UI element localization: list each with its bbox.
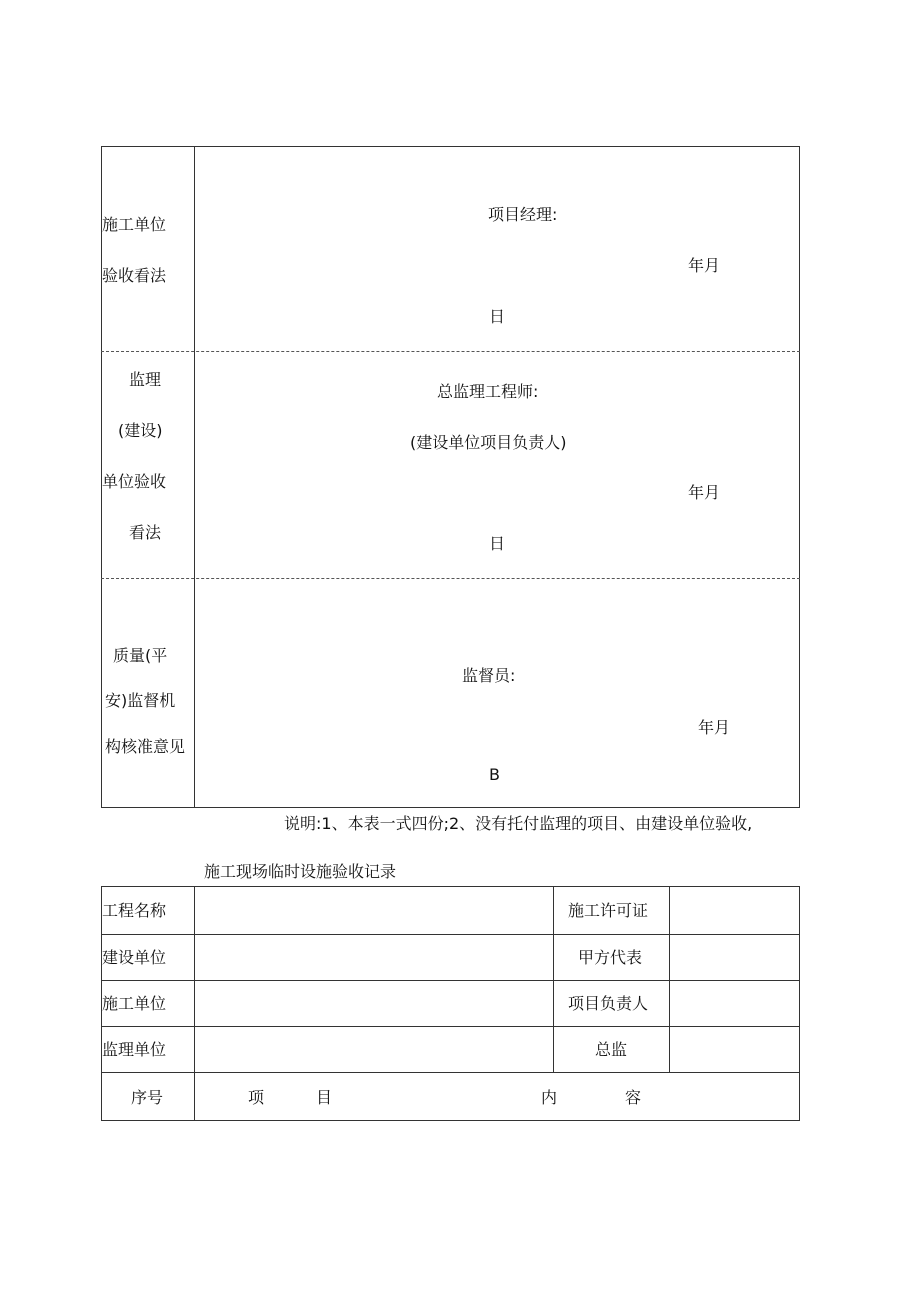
acceptance-table [101, 146, 800, 808]
inspector-signature-label: 监督员: [462, 666, 516, 685]
date-year-month: 年月 [698, 718, 731, 737]
supervision-unit-label: 监理 [129, 370, 162, 389]
item-header: 项 [248, 1088, 265, 1107]
construction-unit-label: 施工单位 [102, 215, 167, 234]
record-row-line [101, 934, 800, 935]
record-row-line [101, 1072, 800, 1073]
record-title: 施工现场临时设施验收记录 [204, 862, 397, 881]
date-day: 日 [489, 307, 506, 326]
table-note: 说明:1、本表一式四份;2、没有托付监理的项目、由建设单位验收, [284, 814, 753, 833]
construction-permit-label: 施工许可证 [568, 901, 649, 920]
record-row-line [101, 1026, 800, 1027]
seq-header: 序号 [131, 1088, 164, 1107]
quality-agency-label: 安)监督机 [105, 691, 176, 710]
row-separator [101, 351, 800, 352]
owner-representative-label: 甲方代表 [578, 948, 643, 967]
content-header: 容 [625, 1088, 642, 1107]
date-day: B [489, 765, 500, 784]
record-col-line [194, 886, 195, 1121]
quality-agency-label: 构核准意见 [105, 737, 186, 756]
row-separator [101, 578, 800, 579]
supervision-unit-label: 监理单位 [102, 1040, 167, 1059]
owner-unit-label: 建设单位 [102, 948, 167, 967]
date-day: 日 [489, 534, 506, 553]
record-row-line [101, 980, 800, 981]
record-table [101, 886, 800, 1121]
quality-agency-label: 质量(平 [113, 646, 168, 665]
chief-supervisor-signature-label: 总监理工程师: [437, 382, 539, 401]
supervision-unit-label: 看法 [129, 523, 162, 542]
acceptance-table-divider [194, 146, 195, 808]
construction-unit-label: 验收看法 [102, 266, 167, 285]
date-year-month: 年月 [688, 256, 721, 275]
content-header: 内 [541, 1088, 558, 1107]
project-manager-signature-label: 项目经理: [488, 205, 558, 224]
date-year-month: 年月 [688, 483, 721, 502]
item-header: 目 [316, 1088, 333, 1107]
supervision-unit-label: (建设) [118, 421, 163, 440]
construction-unit-label: 施工单位 [102, 994, 167, 1013]
record-col-line [553, 886, 554, 1073]
owner-representative-signature-label: (建设单位项目负责人) [410, 433, 567, 452]
chief-supervisor-label: 总监 [595, 1040, 628, 1059]
project-leader-label: 项目负责人 [568, 994, 649, 1013]
record-col-line [669, 886, 670, 1073]
supervision-unit-label: 单位验收 [102, 472, 167, 491]
project-name-label: 工程名称 [102, 901, 167, 920]
